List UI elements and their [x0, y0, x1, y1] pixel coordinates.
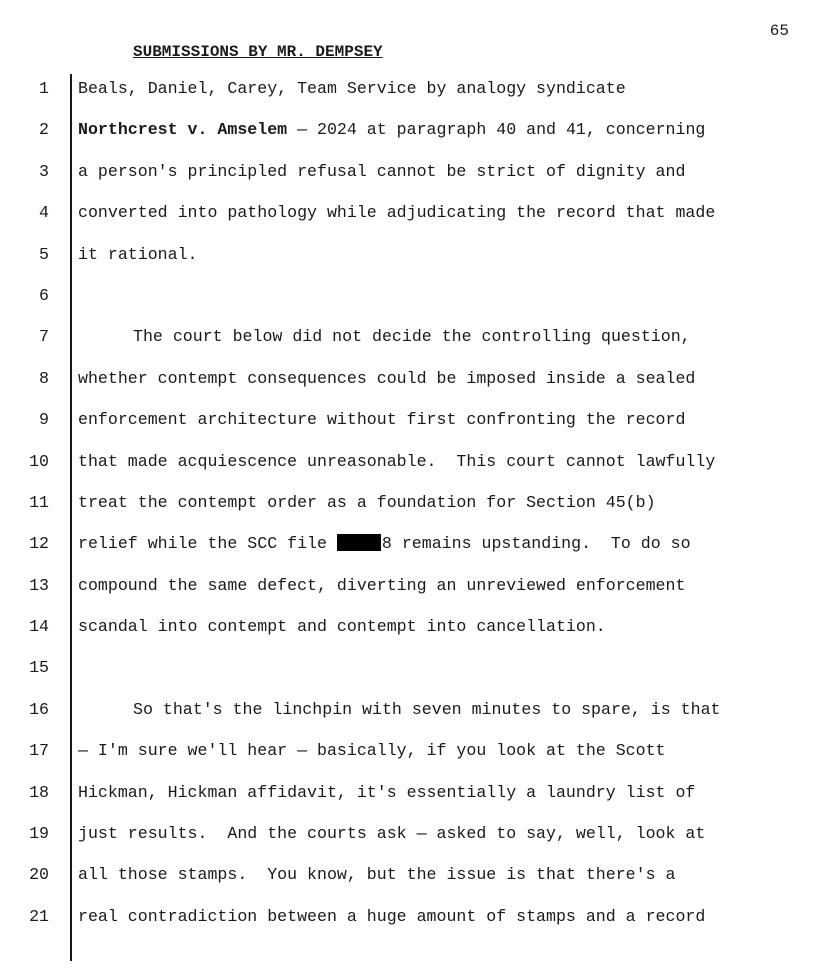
line-number: 8 — [39, 368, 49, 388]
line-text: a person's principled refusal cannot be strict of dignity and — [78, 161, 686, 181]
line-text: The court below did not decide the controlling question, — [133, 327, 691, 347]
transcript-line — [0, 233, 817, 274]
line-number: 16 — [29, 699, 49, 719]
transcript-line — [0, 315, 817, 356]
transcript-line — [0, 357, 817, 398]
line-text-rest: — 2024 at paragraph 40 and 41, concerning — [287, 120, 706, 140]
transcript-line — [0, 150, 817, 191]
line-text: So that's the linchpin with seven minutes to spare, is that — [133, 699, 721, 719]
transcript-line — [0, 522, 817, 563]
line-text: just results. And the courts ask — asked to say, well, look at — [78, 824, 706, 844]
line-text-before-redaction: relief while the SCC file — [78, 534, 337, 554]
section-header: SUBMISSIONS BY MR. DEMPSEY — [133, 43, 383, 61]
transcript-line — [0, 688, 817, 729]
transcript-line — [0, 605, 817, 646]
line-number: 19 — [29, 824, 49, 844]
transcript-line — [0, 440, 817, 481]
line-number: 1 — [39, 79, 49, 98]
transcript-line — [0, 646, 817, 687]
line-text: compound the same defect, diverting an unreviewed enforcement — [78, 575, 686, 595]
line-text: Beals, Daniel, Carey, Team Service by analogy syndicate — [78, 79, 626, 98]
line-number: 3 — [39, 161, 49, 181]
line-text-after-redaction: 8 remains upstanding. To do so — [381, 534, 691, 554]
redaction-block — [337, 534, 381, 551]
line-text — [78, 534, 691, 553]
transcript-line — [0, 67, 817, 108]
page-number: 65 — [769, 22, 789, 40]
transcript-line — [0, 771, 817, 812]
transcript-line — [0, 895, 817, 936]
line-text: it rational. — [78, 244, 198, 264]
transcript-line — [0, 274, 817, 315]
line-text: converted into pathology while adjudicating the record that made — [78, 203, 716, 223]
line-number: 17 — [29, 741, 49, 761]
line-number: 5 — [39, 244, 49, 264]
transcript-line — [0, 481, 817, 522]
line-number: 14 — [29, 617, 49, 637]
line-number: 20 — [29, 865, 49, 885]
line-number: 13 — [29, 575, 49, 595]
transcript-line — [0, 564, 817, 605]
transcript-line — [0, 729, 817, 770]
line-text: enforcement architecture without first confronting the record — [78, 410, 686, 430]
line-text: real contradiction between a huge amount of stamps and a record — [78, 906, 706, 926]
line-number: 21 — [29, 906, 49, 926]
line-text — [78, 120, 705, 139]
line-text: all those stamps. You know, but the issue is that there's a — [78, 865, 676, 885]
case-citation: Northcrest v. Amselem — [78, 120, 288, 140]
line-text: scandal into contempt and contempt into cancellation. — [78, 617, 606, 637]
line-text: that made acquiescence unreasonable. This court cannot lawfully — [78, 451, 716, 471]
transcript-body — [0, 67, 817, 936]
line-text: — I'm sure we'll hear — basically, if you look at the Scott — [78, 741, 666, 761]
transcript-line — [0, 191, 817, 232]
line-number: 9 — [39, 410, 49, 430]
line-number: 12 — [29, 534, 49, 554]
line-number: 18 — [29, 782, 49, 802]
transcript-line — [0, 853, 817, 894]
transcript-line — [0, 812, 817, 853]
transcript-line — [0, 398, 817, 439]
line-number: 2 — [39, 120, 49, 140]
line-number: 15 — [29, 658, 49, 678]
line-number: 4 — [39, 203, 49, 223]
line-text: treat the contempt order as a foundation for Section 45(b) — [78, 492, 656, 512]
line-text: whether contempt consequences could be imposed inside a sealed — [78, 368, 696, 388]
line-number: 7 — [39, 327, 49, 347]
transcript-line — [0, 108, 817, 149]
line-text: Hickman, Hickman affidavit, it's essentially a laundry list of — [78, 782, 696, 802]
line-number: 10 — [29, 451, 49, 471]
line-number: 11 — [29, 492, 49, 512]
line-number: 6 — [39, 285, 49, 305]
